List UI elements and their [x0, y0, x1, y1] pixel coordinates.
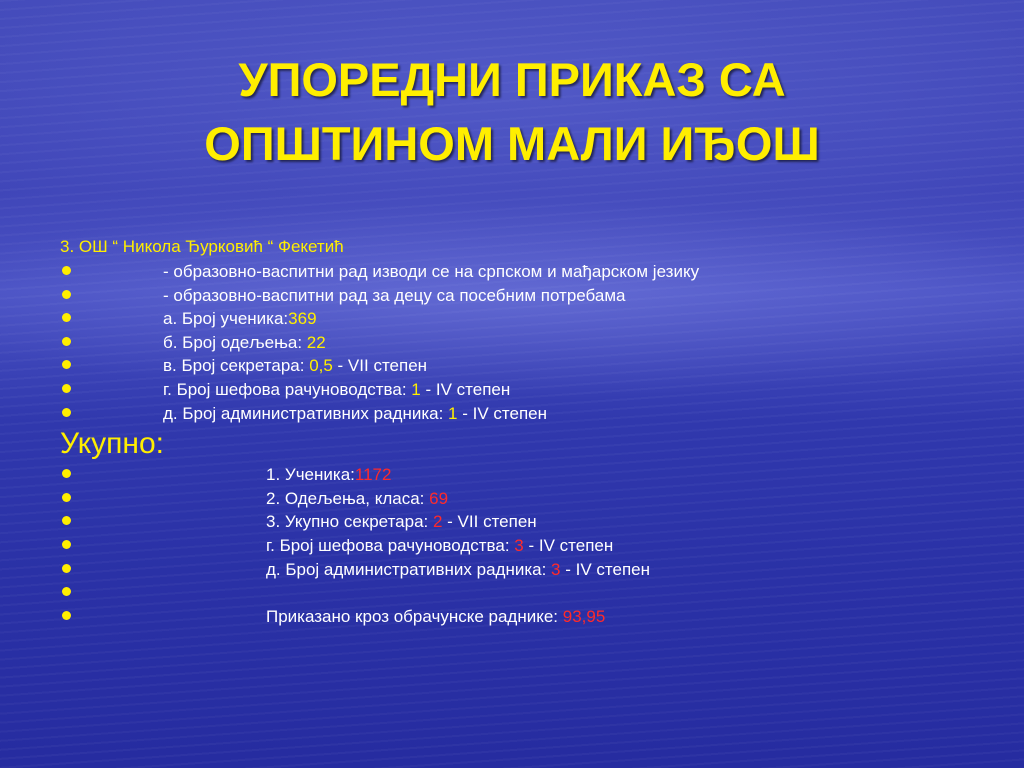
bullet-icon [62, 611, 71, 620]
list-item [60, 378, 990, 402]
bullet-icon [62, 564, 71, 573]
item-suffix: - VII степен [332, 356, 428, 376]
item-value: 3 [551, 559, 561, 579]
item-label: в. Број секретара: [163, 356, 310, 376]
item-suffix: - IV степен [560, 559, 651, 579]
item-suffix: - IV степен [457, 403, 548, 423]
item-label: 3. Укупно секретара: [266, 512, 433, 532]
bullet-icon [62, 408, 71, 417]
item-value: 3 [514, 535, 524, 555]
list-item [60, 534, 990, 558]
list-item [60, 260, 990, 284]
bullet-icon [62, 266, 71, 275]
item-value: 1 [448, 403, 458, 423]
item-label: б. Број одељења: [163, 332, 307, 352]
item-value: 1 [411, 379, 421, 399]
total-heading: Укупно: [60, 427, 165, 461]
bullet-icon [62, 384, 71, 393]
bullet-icon [62, 516, 71, 525]
school-heading: 3. ОШ “ Никола Ђурковић “ Фекетић [60, 237, 344, 256]
list-item [60, 463, 990, 487]
bullet-icon [62, 337, 71, 346]
item-label: г. Број шефова рачуноводства: [266, 535, 515, 555]
title-line-1: УПОРЕДНИ ПРИКАЗ СА [238, 53, 786, 106]
item-label: д. Број административних радника: [163, 403, 449, 423]
bullet-icon [62, 313, 71, 322]
bullet-icon [62, 493, 71, 502]
list-item [60, 487, 990, 511]
item-label: Приказано кроз обрачунске раднике: [266, 606, 563, 626]
item-label: 1. Ученика: [266, 465, 355, 485]
list-item [60, 284, 990, 308]
list-item [60, 402, 990, 426]
slide-title [40, 48, 984, 176]
list-item [60, 558, 990, 582]
item-value: 1172 [354, 465, 392, 485]
bullet-icon [62, 540, 71, 549]
list-item [60, 510, 990, 534]
bullet-icon [62, 360, 71, 369]
bullet-icon [62, 469, 71, 478]
item-value: 0,5 [309, 356, 333, 376]
title-line-2: ОПШТИНОМ МАЛИ ИЂОШ [204, 117, 820, 170]
item-value: 2 [432, 512, 443, 532]
list-item [60, 307, 990, 331]
item-label: 2. Одељења, класа: [266, 488, 430, 508]
slide-body [60, 236, 990, 628]
bullet-icon [62, 290, 71, 299]
bullet-icon [62, 587, 71, 596]
list-item [60, 581, 990, 605]
item-suffix: - VII степен [442, 512, 537, 532]
list-item [60, 605, 990, 629]
item-suffix: - IV степен [420, 379, 511, 399]
item-label: - образовно-васпитни рад изводи се на српском и мађарском језику [163, 262, 700, 281]
item-value: 22 [306, 332, 326, 352]
list-item [60, 331, 990, 355]
item-value: 93,95 [562, 606, 606, 626]
item-label: а. Број ученика: [163, 309, 289, 329]
item-suffix: - IV степен [523, 535, 614, 555]
item-label: г. Број шефова рачуноводства: [163, 379, 412, 399]
list-item [60, 354, 990, 378]
item-label: д. Број административних радника: [266, 559, 552, 579]
item-value: 69 [429, 488, 449, 508]
item-value: 369 [288, 309, 317, 329]
item-label: - образовно-васпитни рад за децу са посебним потребама [163, 285, 626, 305]
